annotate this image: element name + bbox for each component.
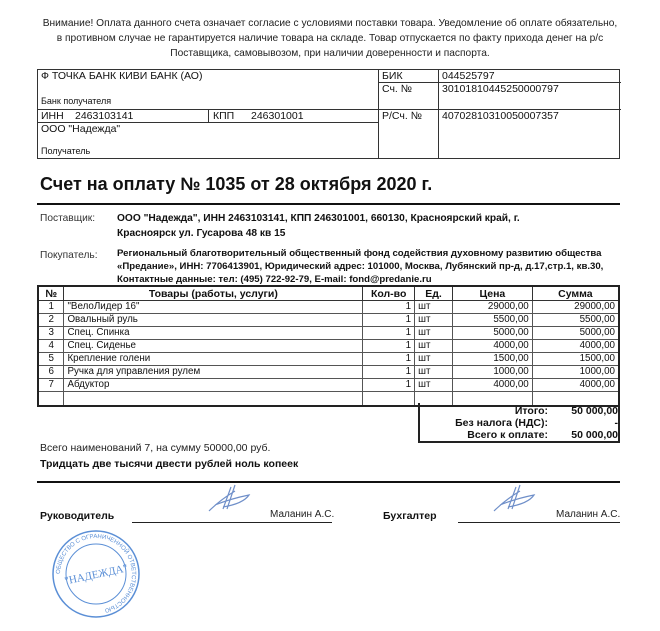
row-number: 6 <box>38 366 64 379</box>
accountant-name: Маланин А.С. <box>556 509 621 520</box>
row-qty: 1 <box>363 327 415 340</box>
row-unit: шт <box>415 340 453 353</box>
row-sum: 4000,00 <box>532 379 619 392</box>
table-row <box>38 327 619 340</box>
col-goods: Товары (работы, услуги) <box>64 286 363 301</box>
svg-text:ОБЩЕСТВО С ОГРАНИЧЕННОЙ ОТВЕТС: ОБЩЕСТВО С ОГРАНИЧЕННОЙ ОТВЕТСТВЕННОСТЬЮ <box>55 533 137 613</box>
row-unit: шт <box>415 327 453 340</box>
row-unit: шт <box>415 366 453 379</box>
row-number: 1 <box>38 301 64 314</box>
row-goods: Абдуктор <box>64 379 363 392</box>
row-goods <box>64 392 363 407</box>
row-unit: шт <box>415 314 453 327</box>
row-goods: Спец. Сиденье <box>64 340 363 353</box>
buyer-label: Покупатель: <box>40 250 98 261</box>
row-sum: 5500,00 <box>532 314 619 327</box>
table-row <box>38 379 619 392</box>
row-number: 5 <box>38 353 64 366</box>
kpp-value: 246301001 <box>251 110 304 122</box>
col-unit: Ед. <box>415 286 453 301</box>
row-price: 4000,00 <box>452 379 532 392</box>
vat-value: - <box>614 417 618 429</box>
director-signature-icon <box>205 483 255 515</box>
payment-notice: Внимание! Оплата данного счета означает согласие с условиями поставки товара. Уведомление об оплате обязательно, в противном случае не гарантируется наличие товара на складе. Товар отпускается по факту прихода денег на р/с Поставщика, самовывозом, при наличии доверенности и паспорта. <box>42 18 618 59</box>
due-row <box>420 429 618 442</box>
due-value: 50 000,00 <box>571 429 618 441</box>
svg-text:"НАДЕЖДА": "НАДЕЖДА" <box>63 562 129 588</box>
row-price: 1500,00 <box>452 353 532 366</box>
row-sum: 5000,00 <box>532 327 619 340</box>
buyer-line-1: Региональный благотворительный общественный фонд содействия духовному развитию общества <box>117 248 602 259</box>
table-row <box>38 301 619 314</box>
title-divider <box>37 203 620 205</box>
row-qty: 1 <box>363 314 415 327</box>
row-price: 29000,00 <box>452 301 532 314</box>
row-number: 2 <box>38 314 64 327</box>
items-count-summary: Всего наименований 7, на сумму 50000,00 руб. <box>40 442 271 454</box>
recipient-name: ООО "Надежда" <box>41 123 121 135</box>
accountant-label: Бухгалтер <box>383 510 437 522</box>
row-goods: Овальный руль <box>64 314 363 327</box>
row-number: 7 <box>38 379 64 392</box>
row-qty: 1 <box>363 366 415 379</box>
accountant-signature-icon <box>490 483 540 515</box>
bank-details-box <box>37 69 620 159</box>
row-unit: шт <box>415 301 453 314</box>
table-row <box>38 366 619 379</box>
row-qty <box>363 392 415 407</box>
kpp-label: КПП <box>213 110 235 122</box>
inn-value: 2463103141 <box>75 110 134 122</box>
due-label: Всего к оплате: <box>467 429 548 441</box>
col-qty: Кол-во <box>363 286 415 301</box>
corr-account-value: 30101810445250000797 <box>442 83 559 95</box>
row-sum: 29000,00 <box>532 301 619 314</box>
buyer-details <box>117 247 603 286</box>
supplier-label: Поставщик: <box>40 213 96 224</box>
table-header-row <box>38 286 619 301</box>
row-unit: шт <box>415 379 453 392</box>
company-stamp-icon <box>50 528 142 620</box>
row-sum: 4000,00 <box>532 340 619 353</box>
recipient-label: Получатель <box>41 146 91 156</box>
row-price: 4000,00 <box>452 340 532 353</box>
supplier-line-2: Красноярск ул. Гусарова 48 кв 15 <box>117 228 286 239</box>
row-unit: шт <box>415 353 453 366</box>
row-price: 5000,00 <box>452 327 532 340</box>
row-qty: 1 <box>363 379 415 392</box>
row-goods: Крепление голени <box>64 353 363 366</box>
buyer-line-2: «Предание», ИНН: 7706413901, Юридический адрес: 101000, Москва, Лубянский пр-д, д.17,стр.1, кв.30, <box>117 261 604 272</box>
row-number <box>38 392 64 407</box>
inn-label: ИНН <box>41 110 64 122</box>
row-number: 4 <box>38 340 64 353</box>
director-name: Маланин А.С. <box>270 509 335 520</box>
total-value: 50 000,00 <box>571 405 618 417</box>
row-price: 1000,00 <box>452 366 532 379</box>
col-price: Цена <box>452 286 532 301</box>
row-sum: 1000,00 <box>532 366 619 379</box>
row-goods: Ручка для управления рулем <box>64 366 363 379</box>
account-value: 40702810310050007357 <box>442 110 559 122</box>
row-number: 3 <box>38 327 64 340</box>
row-goods: "ВелоЛидер 16" <box>64 301 363 314</box>
director-label: Руководитель <box>40 510 115 522</box>
bank-label: Банк получателя <box>41 96 112 106</box>
bank-name: Ф ТОЧКА БАНК КИВИ БАНК (АО) <box>41 70 203 82</box>
supplier-details <box>117 211 520 241</box>
director-signature-line <box>132 522 332 523</box>
amount-in-words: Тридцать две тысячи двести рублей ноль копеек <box>40 458 299 470</box>
row-qty: 1 <box>363 301 415 314</box>
table-row <box>38 314 619 327</box>
account-label: Р/Сч. № <box>382 110 422 122</box>
supplier-line-1: ООО "Надежда", ИНН 2463103141, КПП 246301001, 660130, Красноярский край, г. <box>117 213 520 224</box>
row-price: 5500,00 <box>452 314 532 327</box>
buyer-line-3: Контактные данные: тел: (495) 722-92-79, E-mail: fond@predanie.ru <box>117 274 432 285</box>
table-row <box>38 353 619 366</box>
row-qty: 1 <box>363 353 415 366</box>
bik-label: БИК <box>382 70 403 82</box>
row-sum: 1500,00 <box>532 353 619 366</box>
invoice-title: Счет на оплату № 1035 от 28 октября 2020 г. <box>40 174 433 194</box>
items-table <box>37 285 620 407</box>
col-number: № <box>38 286 64 301</box>
row-goods: Спец. Спинка <box>64 327 363 340</box>
vat-label: Без налога (НДС): <box>455 417 548 429</box>
totals-box <box>418 403 620 443</box>
col-sum: Сумма <box>532 286 619 301</box>
total-label: Итого: <box>514 405 548 417</box>
row-qty: 1 <box>363 340 415 353</box>
accountant-signature-line <box>458 522 620 523</box>
bik-value: 044525797 <box>442 70 495 82</box>
corr-account-label: Сч. № <box>382 83 413 95</box>
table-row <box>38 340 619 353</box>
